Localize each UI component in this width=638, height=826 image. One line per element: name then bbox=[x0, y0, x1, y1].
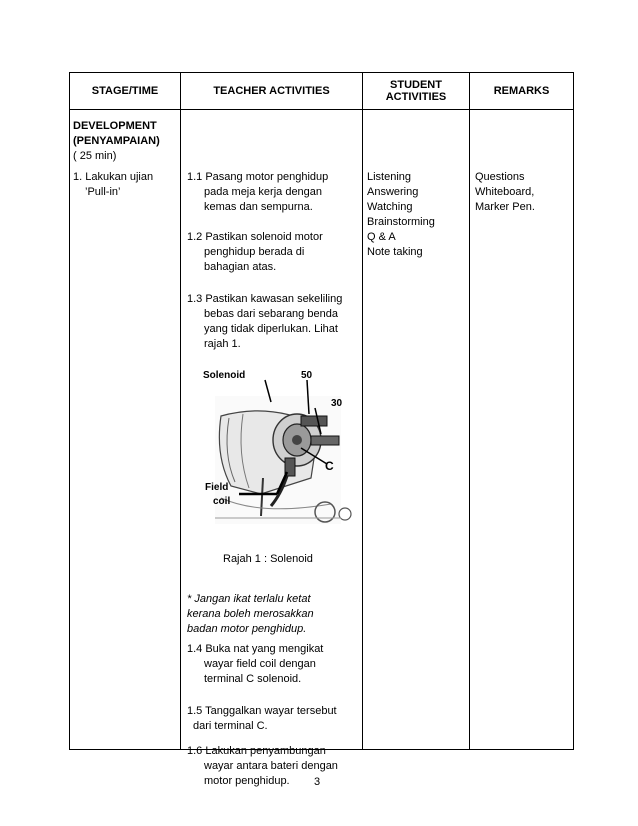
item-line: rajah 1. bbox=[204, 338, 241, 350]
list-item: Brainstorming bbox=[367, 216, 435, 228]
list-item: Note taking bbox=[367, 246, 423, 258]
stage-cell bbox=[70, 110, 181, 750]
stage-title bbox=[73, 119, 160, 149]
stage-title-line: DEVELOPMENT bbox=[73, 120, 157, 132]
label-50: 50 bbox=[301, 370, 313, 381]
item-line: 1.4 Buka nat yang mengikat bbox=[187, 643, 324, 655]
list-item: Q & A bbox=[367, 231, 396, 243]
stage-title-line: (PENYAMPAIAN) bbox=[73, 135, 160, 147]
item-line: wayar field coil dengan bbox=[204, 658, 316, 670]
note-line: kerana boleh merosakkan bbox=[187, 608, 314, 620]
list-item: Marker Pen. bbox=[475, 201, 535, 213]
list-item: Listening bbox=[367, 171, 412, 183]
item-line: 1.5 Tanggalkan wayar tersebut bbox=[187, 705, 337, 717]
list-item: Answering bbox=[367, 186, 419, 198]
label-30: 30 bbox=[331, 398, 343, 409]
caution-note bbox=[187, 592, 357, 637]
header-stage-time: STAGE/TIME bbox=[70, 73, 181, 110]
header-teacher-activities: TEACHER ACTIVITIES bbox=[181, 73, 363, 110]
item-line: penghidup berada di bbox=[204, 246, 305, 258]
item-line: bahagian atas. bbox=[204, 261, 277, 273]
student-activities-cell bbox=[363, 110, 470, 750]
item-line: 1.6 Lakukan penyambungan bbox=[187, 745, 326, 757]
item-line: motor penghidup. bbox=[204, 775, 290, 787]
remarks-list bbox=[475, 170, 535, 215]
item-line: yang tidak diperlukan. Lihat bbox=[204, 323, 338, 335]
table-body-row bbox=[70, 110, 574, 750]
item-line: bebas dari sebarang benda bbox=[204, 308, 338, 320]
teacher-item bbox=[187, 230, 363, 275]
header-remarks: REMARKS bbox=[470, 73, 574, 110]
item-line: wayar antara bateri dengan bbox=[204, 760, 338, 772]
figure-caption: Rajah 1 : Solenoid bbox=[223, 553, 313, 565]
page-number: 3 bbox=[314, 776, 321, 788]
remarks-cell bbox=[470, 110, 574, 750]
lesson-plan-table bbox=[69, 72, 574, 787]
label-solenoid: Solenoid bbox=[203, 370, 246, 381]
step-line: ’Pull-in’ bbox=[85, 186, 121, 198]
label-c: C bbox=[325, 459, 334, 473]
teacher-item bbox=[187, 704, 363, 734]
item-line: dari terminal C. bbox=[193, 720, 268, 732]
note-line: badan motor penghidup. bbox=[187, 623, 307, 635]
teacher-item bbox=[187, 292, 363, 352]
step-line: 1. Lakukan ujian bbox=[73, 171, 154, 183]
teacher-item bbox=[187, 642, 363, 687]
item-line: terminal C solenoid. bbox=[204, 673, 302, 685]
stage-time: ( 25 min) bbox=[73, 150, 117, 162]
list-item: Watching bbox=[367, 201, 413, 213]
item-line: pada meja kerja dengan bbox=[204, 186, 323, 198]
list-item: Questions bbox=[475, 171, 525, 183]
teacher-item bbox=[187, 744, 363, 789]
step-description bbox=[73, 170, 177, 200]
list-item: Whiteboard, bbox=[475, 186, 535, 198]
note-line: * Jangan ikat terlalu ketat bbox=[187, 593, 311, 605]
item-line: 1.3 Pastikan kawasan sekeliling bbox=[187, 293, 343, 305]
label-field: Field bbox=[205, 482, 229, 493]
teacher-item bbox=[187, 170, 363, 215]
item-line: kemas dan sempurna. bbox=[204, 201, 313, 213]
table-header-row bbox=[70, 73, 574, 110]
item-line: 1.1 Pasang motor penghidup bbox=[187, 171, 329, 183]
solenoid-figure bbox=[201, 366, 363, 526]
teacher-activities-cell bbox=[181, 110, 363, 787]
item-line: 1.2 Pastikan solenoid motor bbox=[187, 231, 323, 243]
header-student-activities: STUDENT ACTIVITIES bbox=[363, 73, 470, 110]
student-activities-list bbox=[367, 170, 435, 260]
label-coil: coil bbox=[213, 496, 231, 507]
